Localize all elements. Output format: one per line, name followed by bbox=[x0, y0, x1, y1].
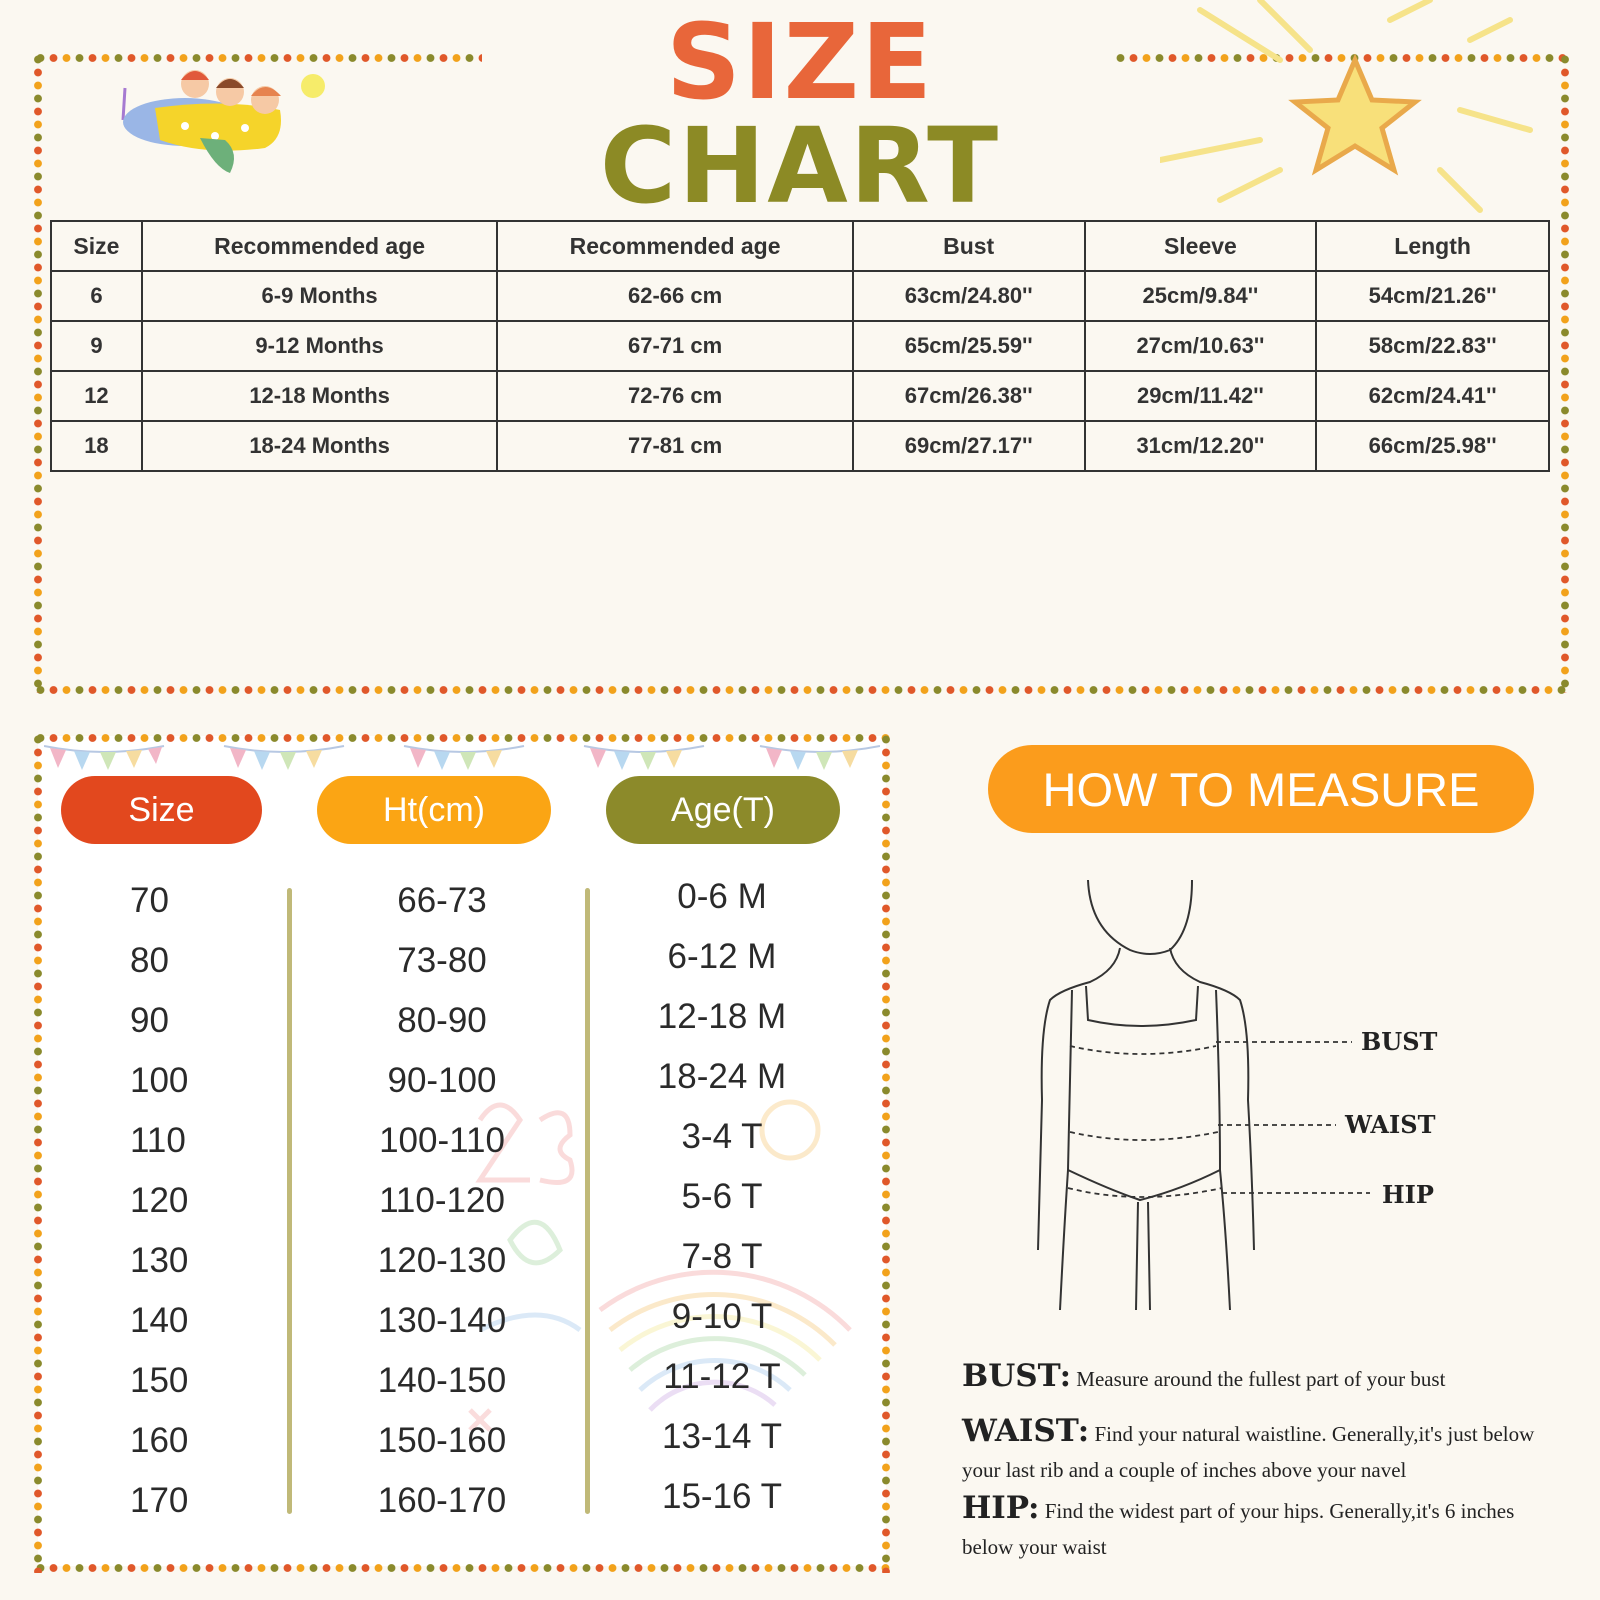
height-value: 110-120 bbox=[379, 1181, 505, 1220]
waist-figure-label: WAIST bbox=[1345, 1110, 1436, 1139]
age-value: 6-12 M bbox=[667, 937, 777, 976]
bust-term: BUST: bbox=[962, 1358, 1072, 1394]
cell-size: 12 bbox=[51, 371, 142, 421]
age-column-header bbox=[606, 776, 840, 844]
hip-term: HIP: bbox=[962, 1490, 1040, 1526]
age-values-column bbox=[622, 867, 822, 1527]
bust-text: Measure around the fullest part of your bust bbox=[1076, 1367, 1446, 1391]
cell-height: 77-81 cm bbox=[497, 421, 852, 471]
size-column-header bbox=[61, 776, 262, 844]
cell-age: 9-12 Months bbox=[142, 321, 497, 371]
cell-length: 58cm/22.83'' bbox=[1316, 321, 1549, 371]
title-part-chart: CHART bbox=[599, 105, 1001, 227]
star-illustration bbox=[1160, 0, 1540, 220]
table-row bbox=[51, 421, 1549, 471]
cell-age: 6-9 Months bbox=[142, 271, 497, 321]
age-column-label: Age(T) bbox=[671, 790, 775, 829]
age-value: 15-16 T bbox=[662, 1477, 782, 1516]
waist-term: WAIST: bbox=[962, 1413, 1090, 1449]
reference-frame-dots-right bbox=[881, 733, 891, 1573]
size-value: 70 bbox=[130, 881, 169, 920]
size-column-label: Size bbox=[128, 790, 195, 829]
cell-length: 66cm/25.98'' bbox=[1316, 421, 1549, 471]
height-value: 80-90 bbox=[397, 1001, 487, 1040]
top-frame-dots-right-side bbox=[1560, 53, 1570, 693]
height-value: 100-110 bbox=[379, 1121, 505, 1160]
size-value: 120 bbox=[130, 1181, 189, 1220]
cell-sleeve: 25cm/9.84'' bbox=[1085, 271, 1317, 321]
age-value: 5-6 T bbox=[681, 1177, 763, 1216]
header-size: Size bbox=[51, 221, 142, 271]
hip-figure-label: HIP bbox=[1382, 1180, 1434, 1209]
airplane-kids-illustration bbox=[115, 48, 335, 188]
size-value: 90 bbox=[130, 1001, 169, 1040]
waist-description bbox=[962, 1413, 1562, 1488]
size-value: 110 bbox=[130, 1121, 186, 1160]
title-part-size: SIZE bbox=[665, 1, 935, 123]
header-recommended-age: Recommended age bbox=[142, 221, 497, 271]
size-value: 100 bbox=[130, 1061, 189, 1100]
age-value: 13-14 T bbox=[662, 1417, 782, 1456]
size-table bbox=[50, 220, 1550, 472]
height-column-header bbox=[317, 776, 551, 844]
age-value: 18-24 M bbox=[657, 1057, 787, 1096]
column-divider-left bbox=[287, 888, 292, 1514]
size-value: 140 bbox=[130, 1301, 189, 1340]
header-sleeve: Sleeve bbox=[1085, 221, 1317, 271]
page-title bbox=[500, 1, 1100, 227]
bust-description bbox=[962, 1358, 1562, 1397]
age-value: 12-18 M bbox=[657, 997, 787, 1036]
height-value: 140-150 bbox=[377, 1361, 507, 1400]
table-row bbox=[51, 371, 1549, 421]
column-divider-right bbox=[585, 888, 590, 1514]
cell-age: 12-18 Months bbox=[142, 371, 497, 421]
table-row bbox=[51, 271, 1549, 321]
reference-frame-dots-bottom bbox=[34, 1563, 890, 1573]
cell-bust: 63cm/24.80'' bbox=[853, 271, 1085, 321]
age-value: 11-12 T bbox=[663, 1357, 781, 1396]
size-value: 160 bbox=[130, 1421, 189, 1460]
top-frame-dots-left-side bbox=[33, 53, 43, 693]
size-value: 170 bbox=[130, 1481, 189, 1520]
table-row bbox=[51, 321, 1549, 371]
bust-figure-label: BUST bbox=[1361, 1027, 1438, 1056]
header-length: Length bbox=[1316, 221, 1549, 271]
age-value: 9-10 T bbox=[671, 1297, 773, 1336]
cell-bust: 65cm/25.59'' bbox=[853, 321, 1085, 371]
reference-frame-dots-left bbox=[33, 733, 43, 1573]
cell-sleeve: 27cm/10.63'' bbox=[1085, 321, 1317, 371]
height-value: 160-170 bbox=[377, 1481, 507, 1520]
cell-size: 9 bbox=[51, 321, 142, 371]
waist-text: Find your natural waistline. Generally,it's just below your last rib and a couple of inches above your navel bbox=[962, 1422, 1535, 1482]
cell-height: 62-66 cm bbox=[497, 271, 852, 321]
age-value: 3-4 T bbox=[681, 1117, 763, 1156]
height-value: 66-73 bbox=[397, 881, 487, 920]
cell-height: 67-71 cm bbox=[497, 321, 852, 371]
height-column-label: Ht(cm) bbox=[383, 790, 485, 829]
hip-text: Find the widest part of your hips. Generally,it's 6 inches below your waist bbox=[962, 1499, 1515, 1559]
table-header-row bbox=[51, 221, 1549, 271]
height-value: 90-100 bbox=[387, 1061, 497, 1100]
cell-height: 72-76 cm bbox=[497, 371, 852, 421]
how-to-measure-heading: HOW TO MEASURE bbox=[988, 745, 1534, 833]
cell-age: 18-24 Months bbox=[142, 421, 497, 471]
top-frame-dots-bottom bbox=[34, 685, 1570, 695]
hip-description bbox=[962, 1490, 1562, 1565]
cell-length: 62cm/24.41'' bbox=[1316, 371, 1549, 421]
height-value: 73-80 bbox=[397, 941, 487, 980]
cell-size: 6 bbox=[51, 271, 142, 321]
cell-bust: 69cm/27.17'' bbox=[853, 421, 1085, 471]
age-value: 0-6 M bbox=[677, 877, 767, 916]
height-values-column bbox=[342, 871, 542, 1531]
age-value: 7-8 T bbox=[681, 1237, 763, 1276]
header-bust: Bust bbox=[853, 221, 1085, 271]
cell-length: 54cm/21.26'' bbox=[1316, 271, 1549, 321]
size-value: 150 bbox=[130, 1361, 189, 1400]
size-values-column bbox=[130, 871, 250, 1531]
size-value: 130 bbox=[130, 1241, 189, 1280]
cell-sleeve: 31cm/12.20'' bbox=[1085, 421, 1317, 471]
body-figure-illustration bbox=[1020, 870, 1400, 1320]
size-value: 80 bbox=[130, 941, 169, 980]
header-recommended-age-cm: Recommended age bbox=[497, 221, 852, 271]
cell-sleeve: 29cm/11.42'' bbox=[1085, 371, 1317, 421]
cell-size: 18 bbox=[51, 421, 142, 471]
cell-bust: 67cm/26.38'' bbox=[853, 371, 1085, 421]
height-value: 120-130 bbox=[377, 1241, 507, 1280]
height-value: 130-140 bbox=[377, 1301, 507, 1340]
height-value: 150-160 bbox=[377, 1421, 507, 1460]
